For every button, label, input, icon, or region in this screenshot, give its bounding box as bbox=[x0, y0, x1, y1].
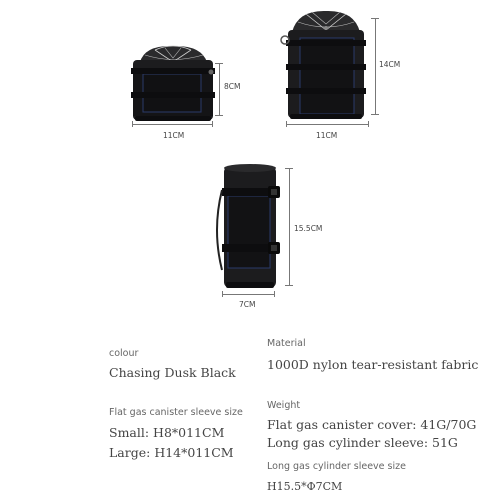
long-sleeve-label: Long gas cylinder sleeve size bbox=[267, 461, 406, 472]
large-width-label: 11CM bbox=[316, 131, 338, 140]
small-width-label: 11CM bbox=[163, 131, 185, 140]
material-label: Material bbox=[267, 338, 306, 349]
flat-sleeve-small: Small: H8*011CM bbox=[109, 425, 225, 440]
long-height-label: 15.5CM bbox=[294, 224, 323, 233]
large-width-line bbox=[286, 124, 368, 125]
weight-long: Long gas cylinder sleeve: 51G bbox=[267, 435, 458, 450]
long-width-line bbox=[222, 294, 274, 295]
small-pouch-image bbox=[125, 40, 220, 125]
small-height-label: 8CM bbox=[224, 82, 241, 91]
long-width-label: 7CM bbox=[239, 300, 256, 309]
long-height-tick-bottom bbox=[285, 285, 293, 286]
large-height-label: 14CM bbox=[379, 60, 401, 69]
large-width-tick-right bbox=[368, 121, 369, 127]
small-width-tick-right bbox=[212, 121, 213, 127]
large-height-tick-bottom bbox=[371, 114, 379, 115]
large-pouch-image bbox=[276, 6, 376, 122]
long-width-tick-right bbox=[274, 291, 275, 297]
weight-flat: Flat gas canister cover: 41G/70G bbox=[267, 417, 477, 432]
long-height-line bbox=[289, 168, 290, 285]
small-height-line bbox=[219, 63, 220, 115]
flat-sleeve-label: Flat gas canister sleeve size bbox=[109, 407, 243, 418]
flat-sleeve-large: Large: H14*011CM bbox=[109, 445, 234, 460]
small-width-line bbox=[132, 124, 212, 125]
material-value: 1000D nylon tear-resistant fabric bbox=[267, 357, 479, 372]
small-height-tick-bottom bbox=[215, 115, 223, 116]
colour-label: colour bbox=[109, 348, 139, 359]
large-height-line bbox=[375, 18, 376, 114]
colour-value: Chasing Dusk Black bbox=[109, 365, 236, 380]
long-sleeve-image bbox=[208, 160, 292, 292]
long-sleeve-value: H15.5*Φ7CM bbox=[267, 480, 343, 493]
weight-label: Weight bbox=[267, 400, 301, 411]
